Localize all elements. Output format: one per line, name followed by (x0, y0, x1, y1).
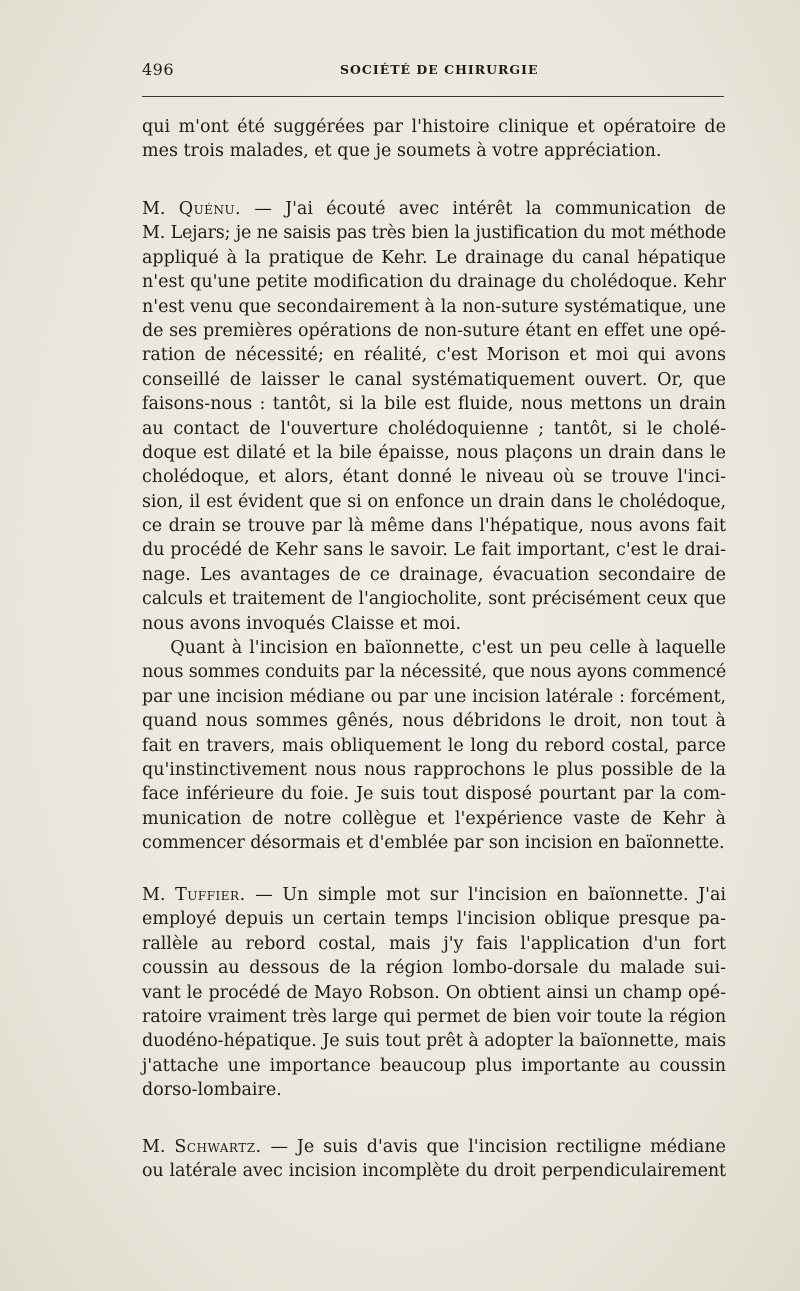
speaker-title: M. (142, 885, 166, 905)
text-line: mes trois malades, et que je soumets à votre appréciation. (142, 141, 662, 162)
speaker-line (142, 883, 726, 907)
text-line: doque est dilaté et la bile épaisse, nous plaçons un drain dans le (142, 442, 726, 463)
tuffier-remarks (142, 883, 726, 1103)
speaker-title: M. (142, 1137, 166, 1157)
text-line: sion, il est évident que si on enfonce un drain dans le cholédoque, (142, 491, 726, 512)
text-line: cholédoque, et alors, étant donné le niveau où se trouve l'inci- (142, 467, 726, 488)
text-line: du procédé de Kehr sans le savoir. Le fait important, c'est le drai- (142, 540, 726, 561)
text-line: qu'instinctivement nous nous rapprochons le plus possible de la (142, 759, 726, 780)
text-line: fait en travers, mais obliquement le long du rebord costal, parce (142, 735, 726, 756)
text-line: nous avons invoqués Claisse et moi. (142, 613, 462, 634)
quenu-remarks (142, 197, 726, 856)
text-line: j'attache une importance beaucoup plus importante au coussin (142, 1055, 726, 1076)
text-line: nous sommes conduits par la nécessité, que nous ayons commencé (142, 662, 726, 683)
text-segment: — Je suis d'avis que l'incision rectiligne médiane (261, 1137, 726, 1157)
text-line: ce drain se trouve par là même dans l'hépatique, nous avons fait (142, 516, 726, 537)
text-segment: — Un simple mot sur l'incision en baïonnette. J'ai (245, 885, 726, 905)
page-number: 496 (142, 60, 175, 79)
speaker-name: Schwartz. (174, 1137, 262, 1157)
speaker-name: Quénu. (178, 199, 242, 219)
text-line: nage. Les avantages de ce drainage, évacuation secondaire de (142, 564, 726, 585)
text-line: employé depuis un certain temps l'incision oblique presque pa- (142, 909, 726, 930)
speaker-name: Tuffier. (175, 885, 246, 905)
text-line: coussin au dessous de la région lombo-dorsale du malade sui- (142, 958, 726, 979)
text-line: au contact de l'ouverture cholédoquienne ; tantôt, si le cholé- (142, 418, 726, 439)
text-line: n'est venu que secondairement à la non-suture systématique, une (142, 296, 726, 317)
text-line: faisons-nous : tantôt, si la bile est fluide, nous mettons un drain (142, 394, 726, 415)
text-line: ratoire vraiment très large qui permet de bien voir toute la région (142, 1006, 726, 1027)
text-line: calculs et traitement de l'angiocholite, sont précisément ceux que (142, 589, 726, 610)
text-line: par une incision médiane ou par une incision latérale : forcément, (142, 686, 726, 707)
text-line: M. Lejars; je ne saisis pas très bien la justification du mot méthode (142, 223, 726, 244)
header-rule (142, 96, 724, 97)
text-line: commencer désormais et d'emblée par son incision en baïonnette. (142, 833, 725, 854)
text-line: conseillé de laisser le canal systématiquement ouvert. Or, que (142, 369, 726, 390)
text-line: Quant à l'incision en baïonnette, c'est un peu celle à laquelle (142, 638, 726, 659)
text-line: vant le procédé de Mayo Robson. On obtient ainsi un champ opé- (142, 982, 726, 1003)
text-line: n'est qu'une petite modification du drainage du cholédoque. Kehr (142, 272, 726, 293)
text-line: munication de notre collègue et l'expérience vaste de Kehr à (142, 808, 726, 829)
text-line: rallèle au rebord costal, mais j'y fais l'application d'un fort (142, 933, 726, 954)
text-line: ou latérale avec incision incomplète du droit perpendiculairement (142, 1161, 726, 1182)
text-line: quand nous sommes gênés, nous débridons le droit, non tout à (142, 711, 726, 732)
text-line: qui m'ont été suggérées par l'histoire clinique et opératoire de (142, 117, 726, 137)
speaker-line (142, 197, 726, 221)
text-line: ration de nécessité; en réalité, c'est Morison et moi qui avons (142, 345, 726, 366)
intro-paragraph (142, 115, 726, 164)
page-header (142, 58, 724, 86)
text-line: face inférieure du foie. Je suis tout disposé pourtant par la com- (142, 784, 726, 805)
text-line: de ses premières opérations de non-suture étant en effet une opé- (142, 320, 726, 341)
text-line: appliqué à la pratique de Kehr. Le drainage du canal hépatique (142, 247, 726, 268)
text-segment: — J'ai écouté avec intérêt la communication de (241, 199, 726, 219)
speaker-line (142, 1135, 726, 1159)
running-title: SOCIÉTÉ DE CHIRURGIE (340, 62, 539, 77)
schwartz-remarks (142, 1135, 726, 1184)
text-line: dorso-lombaire. (142, 1080, 282, 1101)
text-line: duodéno-hépatique. Je suis tout prêt à adopter la baïonnette, mais (142, 1031, 726, 1052)
speaker-title: M. (142, 199, 166, 219)
